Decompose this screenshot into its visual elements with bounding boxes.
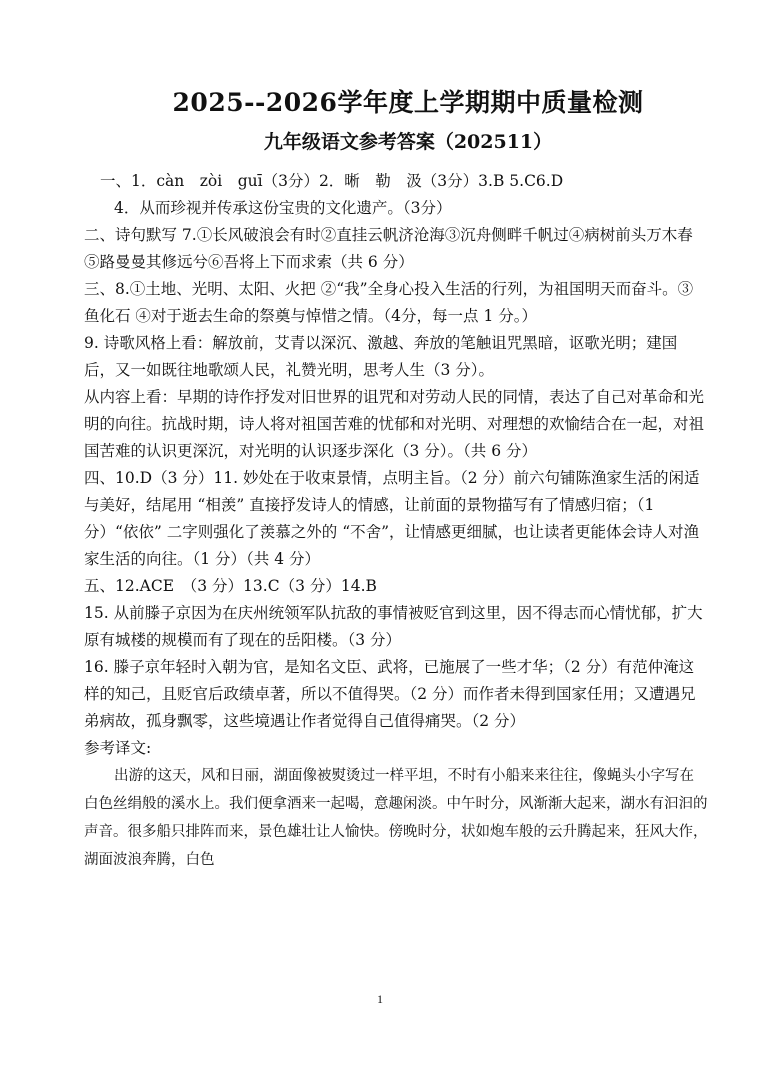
translation-heading: 参考译文:: [84, 739, 152, 757]
answer-item-9-content: 从内容上看：早期的诗作抒发对旧世界的诅咒和对劳动人民的同情，表达了自己对革命和光明的向往。抗战时期，诗人将对祖国苦难的忧郁和对光明、对理想的欢愉结合在一起，对祖国苦难的认识更深沉，对光明的认识逐步深化（3 分）。（共 6 分）: [84, 388, 705, 460]
answer-section-2: 二、诗句默写 7.①长风破浪会有时②直挂云帆济沧海③沉舟侧畔千帆过④病树前头万木春⑤路曼曼其修远兮⑥吾将上下而求索（共 6 分）: [84, 226, 693, 271]
answer-section-4: 四、10.D（3 分）11. 妙处在于收束景情，点明主旨。（2 分）前六句铺陈渔家生活的闲适与美好，结尾用 “相羡” 直接抒发诗人的情感，让前面的景物描写有了情感归宿；（1 分）“依依” 二字则强化了羡慕之外的 “不舍”，让情感更细腻，也让读者更能体会诗人对渔家生活的向往。（1 分）（共 4 分）: [84, 469, 700, 568]
answer-item-15: 15. 从前滕子京因为在庆州统领军队抗敌的事情被贬官到这里，因不得志而心情忧郁，扩大原有城楼的规模而有了现在的岳阳楼。（3 分）: [84, 604, 703, 649]
answer-section-3: 三、8.①土地、光明、太阳、火把 ②“我”全身心投入生活的行列，为祖国明天而奋斗。③鱼化石 ④对于逝去生命的祭奠与悼惜之情。（4分，每一点 1 分。）: [84, 280, 694, 325]
answer-item-16: 16. 滕子京年轻时入朝为官，是知名文臣、武将，已施展了一些才华；（2 分）有范仲淹这样的知己，且贬官后政绩卓著，所以不值得哭。（2 分）而作者未得到国家任用；又遭遇兄弟病故，孤身飘零，这些境遇让作者觉得自己值得痛哭。（2 分）: [84, 658, 696, 730]
answer-body: [84, 168, 708, 874]
page-subtitle: 九年级语文参考答案（202511）: [263, 131, 553, 153]
answer-section-5: 五、12.ACE （3 分）13.C（3 分）14.B: [84, 577, 377, 595]
page-number: 1: [377, 992, 383, 1006]
translation-paragraph: 出游的这天，风和日丽，湖面像被熨烫过一样平坦，不时有小船来来往往，像蝇头小字写在白色丝绢般的溪水上。我们便拿酒来一起喝，意趣闲淡。中午时分，风渐渐大起来，湖水有汩汩的声音。很多船只排阵而来，景色雄壮让人愉快。傍晚时分，状如炮车般的云升腾起来，狂风大作，湖面波浪奔腾，白色: [84, 768, 708, 868]
answer-item-9: 9. 诗歌风格上看：解放前，艾青以深沉、激越、奔放的笔触诅咒黑暗，讴歌光明；建国后，又一如既往地歌颂人民，礼赞光明，思考人生（3 分）。: [84, 334, 678, 379]
answer-section-1: 一、1．càn zòi guī（3分）2．晰 勒 汲（3分）3.B 5.C6.D: [100, 172, 564, 190]
answer-item-4: 4．从而珍视并传承这份宝贵的文化遗产。（3分）: [114, 199, 452, 217]
page-title: 2025--2026学年度上学期期中质量检测: [172, 88, 644, 117]
